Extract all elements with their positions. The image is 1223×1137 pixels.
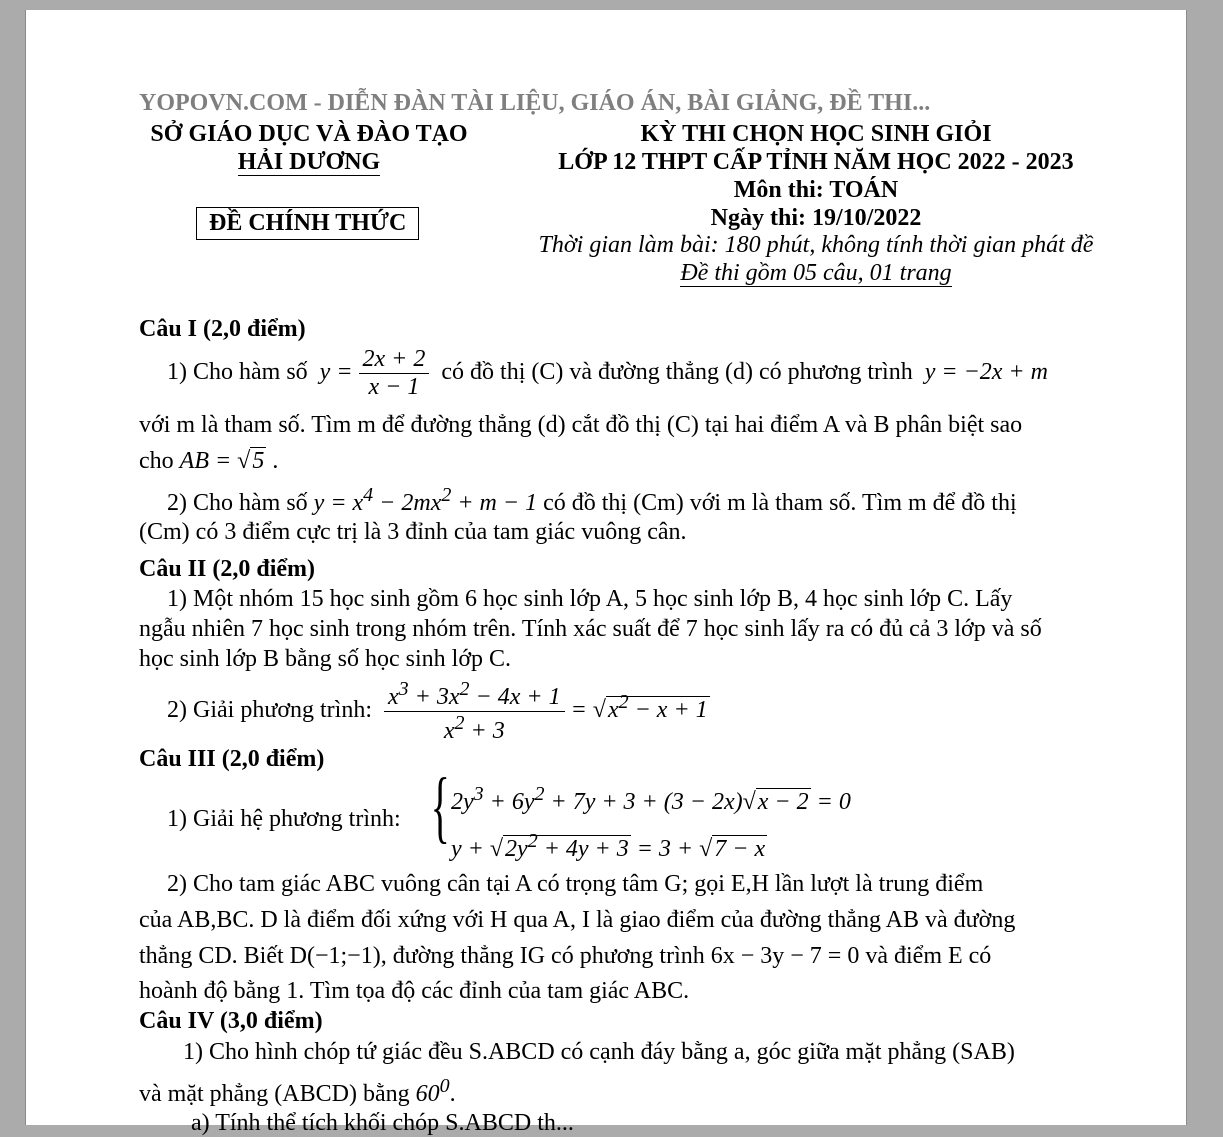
q4-part1-line2: và mặt phẳng (ABCD) bằng $60^0$. bbox=[139, 1075, 456, 1107]
exam-duration: Thời gian làm bài: 180 phút, không tính thời gian phát đề bbox=[538, 232, 1094, 258]
watermark-header: YOPOVN.COM - DIỄN ĐÀN TÀI LIỆU, GIÁO ÁN, BÀI GIẢNG, ĐỀ THI... bbox=[139, 90, 931, 116]
exam-subject: Môn thi: TOÁN bbox=[733, 177, 899, 203]
q3-part1-label: 1) Giải hệ phương trình: bbox=[167, 806, 401, 832]
q3-part2-line1: 2) Cho tam giác ABC vuông cân tại A có trọng tâm G; gọi E,H lần lượt là trung điểm bbox=[167, 871, 984, 897]
right-margin-area bbox=[1186, 0, 1223, 1125]
question-1-heading: Câu I (2,0 điểm) bbox=[139, 316, 306, 342]
q4-part1-line1: 1) Cho hình chóp tứ giác đều S.ABCD có cạnh đáy bằng a, góc giữa mặt phẳng (SAB) bbox=[183, 1039, 1015, 1065]
exam-grade-year: LỚP 12 THPT CẤP TỈNH NĂM HỌC 2022 - 2023 bbox=[558, 149, 1074, 175]
q1-part2-line1: 2) Cho hàm số $y = x^4 - 2mx^2 + m - 1$ có đồ thị (Cm) với m là tham số. Tìm m để đồ thị bbox=[167, 484, 1017, 516]
q3-part2-line3: thẳng CD. Biết D(−1;−1), đường thẳng IG có phương trình 6x − 3y − 7 = 0 và điểm E có bbox=[139, 943, 992, 969]
q1-part1-line1: 1) Cho hàm số y = $\frac{2x + 2}{x - 1}$ có đồ thị (C) và đường thẳng (d) có phương trình y = −2x + m bbox=[167, 346, 1048, 400]
q3-equation-1: $2y^3 + 6y^2 + 7y + 3 + (3 - 2x)√x - 2 = 0$ bbox=[451, 783, 851, 815]
q1-part1-line3: cho AB = √5 . bbox=[139, 448, 279, 474]
exam-title: KỲ THI CHỌN HỌC SINH GIỎI bbox=[640, 121, 992, 147]
q1-part1-line2: với m là tham số. Tìm m để đường thẳng (d) cắt đồ thị (C) tại hai điểm A và B phân biệt sao bbox=[139, 412, 1023, 438]
q3-equation-2: $y + √2y^2 + 4y + 3 = 3 + √7 - x$ bbox=[451, 830, 766, 862]
system-brace: { bbox=[430, 763, 450, 851]
q2-part2: 2) Giải phương trình: $\frac{x^3 + 3x^2 - 4x + 1}{x^2 + 3}$ = $√x^2 - x + 1$ bbox=[167, 678, 708, 744]
q1-part2-line2: (Cm) có 3 điểm cực trị là 3 đỉnh của tam giác vuông cân. bbox=[139, 519, 687, 545]
q2-part1-line3: học sinh lớp B bằng số học sinh lớp C. bbox=[139, 646, 512, 672]
province-name: HẢI DƯƠNG bbox=[237, 149, 381, 175]
question-4-heading: Câu IV (3,0 điểm) bbox=[139, 1008, 323, 1034]
q3-part2-line2: của AB,BC. D là điểm đối xứng với H qua A, I là giao điểm của đường thẳng AB và đường bbox=[139, 907, 1016, 933]
q2-part1-line1: 1) Một nhóm 15 học sinh gồm 6 học sinh lớp A, 5 học sinh lớp B, 4 học sinh lớp C. Lấy bbox=[167, 586, 1013, 612]
window-top-edge bbox=[0, 0, 1223, 10]
question-3-heading: Câu III (2,0 điểm) bbox=[139, 746, 325, 772]
document-page bbox=[25, 10, 1187, 1136]
question-2-heading: Câu II (2,0 điểm) bbox=[139, 556, 316, 582]
official-exam-box: ĐỀ CHÍNH THỨC bbox=[196, 207, 419, 240]
department-name: SỞ GIÁO DỤC VÀ ĐÀO TẠO bbox=[150, 121, 468, 147]
q3-part2-line4: hoành độ bằng 1. Tìm tọa độ các đỉnh của tam giác ABC. bbox=[139, 978, 690, 1004]
q4-part1a-cutoff: a) Tính thể tích khối chóp S.ABCD th... bbox=[191, 1110, 574, 1136]
exam-page-info: Đề thi gồm 05 câu, 01 trang bbox=[680, 260, 952, 286]
q2-part1-line2: ngẫu nhiên 7 học sinh trong nhóm trên. Tính xác suất để 7 học sinh lấy ra có đủ cả 3 lớp và số bbox=[139, 616, 1042, 642]
exam-date: Ngày thi: 19/10/2022 bbox=[710, 205, 922, 231]
